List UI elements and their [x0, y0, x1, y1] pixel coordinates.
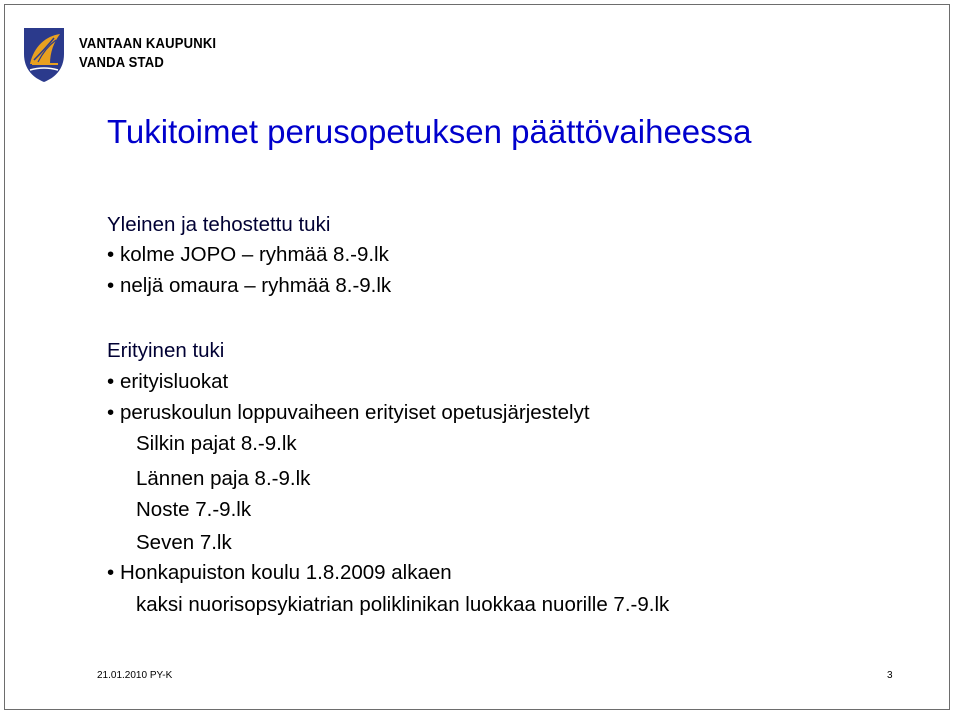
bullet-icon: • — [107, 370, 115, 393]
bullet-icon: • — [107, 274, 115, 297]
list-item — [107, 369, 228, 395]
list-item-text: erityisluokat — [120, 370, 229, 393]
list-item-text: Honkapuiston koulu 1.8.2009 alkaen — [120, 561, 452, 584]
vantaa-coat-of-arms-icon — [20, 24, 68, 84]
sub-list-item: Lännen paja 8.-9.lk — [136, 467, 311, 490]
page-number: 3 — [887, 670, 893, 681]
organization-name — [79, 35, 216, 73]
section-heading-general-support: Yleinen ja tehostettu tuki — [107, 213, 331, 236]
slide-title: Tukitoimet perusopetuksen päättövaiheessa — [107, 113, 752, 150]
sub-list-item: kaksi nuorisopsykiatrian poliklinikan luokkaa nuorille 7.-9.lk — [136, 593, 670, 616]
footer-date-author: 21.01.2010 PY-K — [97, 670, 173, 681]
org-line-1: VANTAAN KAUPUNKI — [79, 36, 217, 52]
list-item-text: neljä omaura – ryhmää 8.-9.lk — [120, 274, 392, 297]
bullet-icon: • — [107, 243, 115, 266]
list-item — [107, 400, 590, 426]
org-line-2: VANDA STAD — [79, 55, 164, 71]
bullet-icon: • — [107, 401, 115, 424]
bullet-icon: • — [107, 561, 115, 584]
sub-list-item: Seven 7.lk — [136, 531, 232, 554]
list-item — [107, 273, 391, 299]
sub-list-item: Noste 7.-9.lk — [136, 498, 252, 521]
sub-list-item: Silkin pajat 8.-9.lk — [136, 432, 297, 455]
section-heading-special-support: Erityinen tuki — [107, 339, 225, 362]
list-item-text: peruskoulun loppuvaiheen erityiset opetusjärjestelyt — [120, 401, 590, 424]
list-item-text: kolme JOPO – ryhmää 8.-9.lk — [120, 243, 389, 266]
list-item — [107, 560, 452, 586]
list-item — [107, 242, 389, 268]
